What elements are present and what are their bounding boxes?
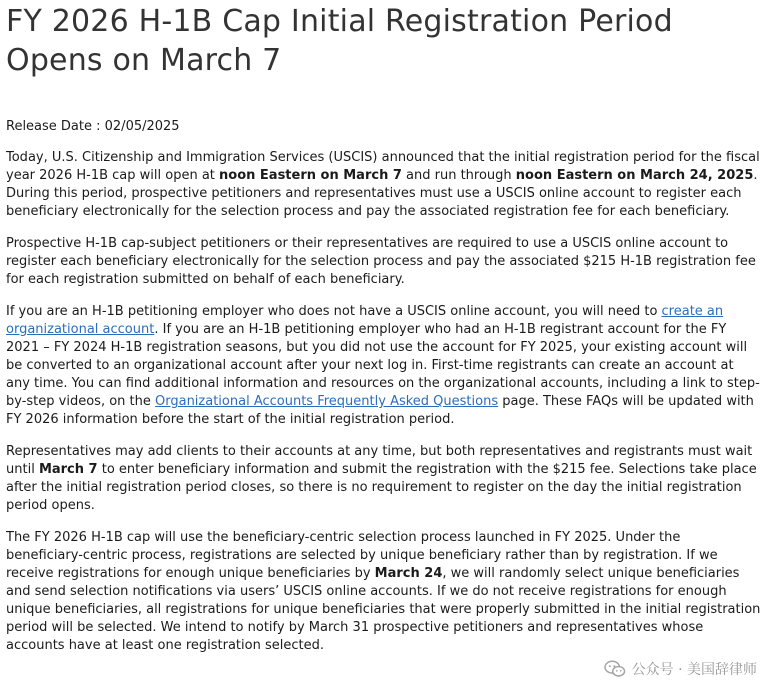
- bold-close-time: noon Eastern on March 24, 2025: [515, 168, 754, 183]
- article: [6, 2, 761, 655]
- text: . If you are an H-1B petitioning employer who had an H-1B registrant account for the FY 2021 – FY 2024 H-1B registration seasons, but you did not use the account for FY 2025, your existing account will be converted to an organizational account after your next log in. First-time registrants can create an account at any time. You can find additional information and resources on the organizational accounts, including a link to step-by-step videos, on the: [6, 322, 760, 409]
- organizational-accounts-faq-link[interactable]: Organizational Accounts Frequently Asked Questions: [155, 394, 499, 409]
- text: . During this period, prospective petitioners and representatives must use a USCIS online account to register each beneficiary electronically for the selection process and pay the associated registration fee for each beneficiary.: [6, 168, 758, 219]
- watermark-text: 公众号 · 美国辞律师: [631, 662, 757, 678]
- release-date: Release Date : 02/05/2025: [6, 119, 180, 134]
- watermark: [604, 659, 757, 679]
- text: page. These FAQs will be updated with FY 2026 information before the start of the initial registration period.: [6, 394, 754, 427]
- text: The FY 2026 H-1B cap will use the beneficiary-centric selection process launched in FY 2025. Under the beneficiary-centric process, registrations are selected by unique beneficiary rather than by registration. If we receive registrations for enough unique beneficiaries by: [6, 530, 718, 581]
- paragraph-representatives: [6, 443, 761, 515]
- paragraph-requirements: Prospective H-1B cap-subject petitioners or their representatives are required to use a USCIS online account to register each beneficiary electronically for the selection process and pay the associated $215 H-1B registration fee for each registration submitted on behalf of each beneficiary.: [6, 236, 756, 287]
- text: , we will randomly select unique beneficiaries and send selection notifications via users’ USCIS online accounts. If we do not receive registrations for enough unique beneficiaries, all registrations for unique beneficiaries that were properly submitted in the initial registration period will be selected. We intend to notify by March 31 prospective petitioners and representatives whose accounts have at least one registration selected.: [6, 566, 761, 653]
- text: to enter beneficiary information and submit the registration with the $215 fee. Selections take place after the initial registration period closes, so there is no requirement to register on the day the initial registration period opens.: [6, 462, 757, 513]
- text: If you are an H-1B petitioning employer who does not have a USCIS online account, you will need to: [6, 304, 662, 319]
- page-title: FY 2026 H-1B Cap Initial Registration Period Opens on March 7: [6, 4, 673, 78]
- paragraph-selection-process: [6, 529, 761, 655]
- text: and run through: [401, 168, 516, 183]
- paragraph-announcement: [6, 149, 761, 221]
- paragraph-accounts: [6, 303, 761, 429]
- text: Today, U.S. Citizenship and Immigration Services (USCIS) announced that the initial registration period for the fiscal year 2026 H-1B cap will open at: [6, 150, 760, 183]
- bold-open-time: noon Eastern on March 7: [219, 168, 402, 183]
- text: Representatives may add clients to their accounts at any time, but both representatives and registrants must wait until: [6, 444, 753, 477]
- bold-date: March 7: [38, 462, 98, 477]
- wechat-icon: [604, 659, 626, 679]
- create-organizational-account-link[interactable]: create an organizational account: [6, 304, 724, 337]
- bold-date: March 24: [374, 566, 443, 581]
